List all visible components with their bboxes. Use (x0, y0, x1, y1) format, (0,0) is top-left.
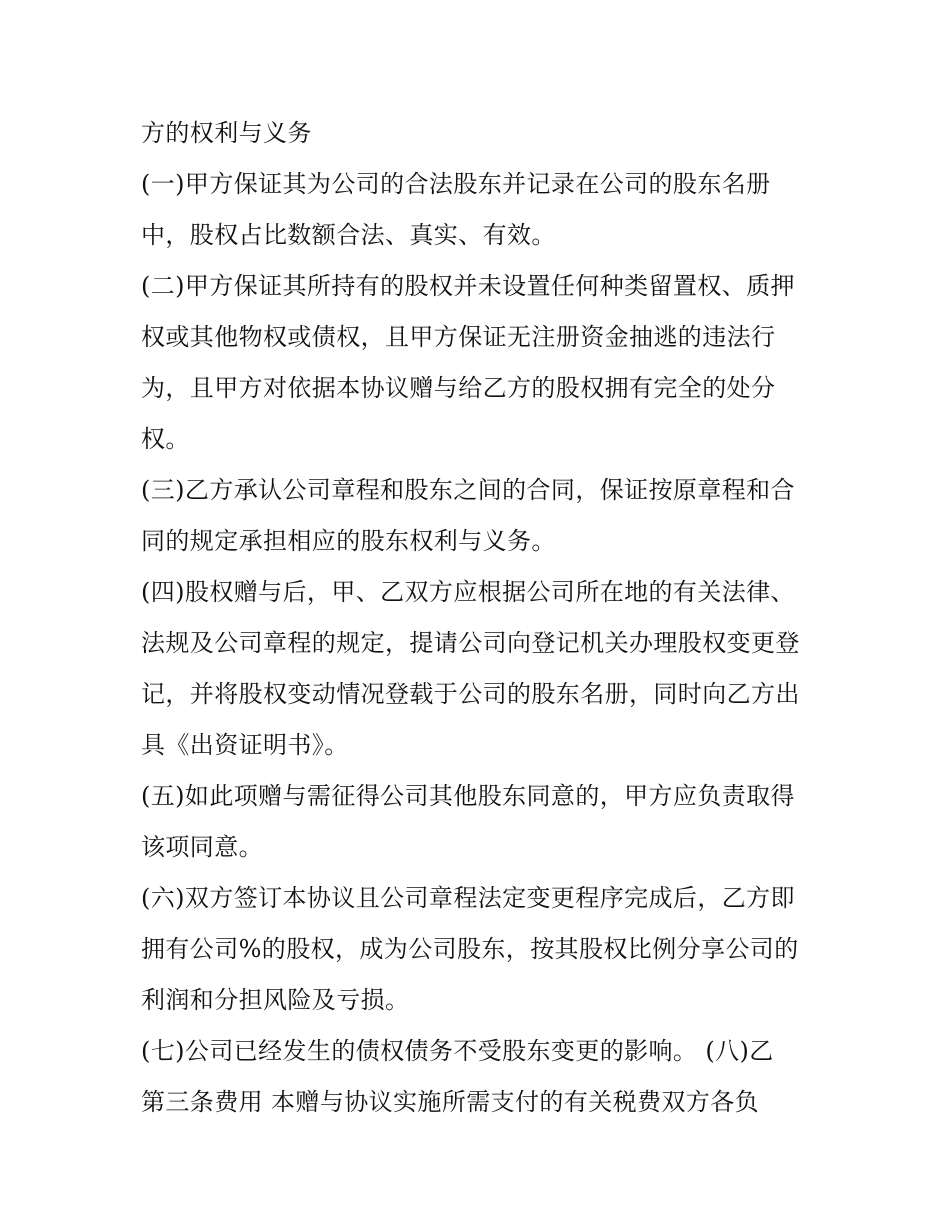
text-line: (五)如此项赠与需征得公司其他股东同意的，甲方应负责取得 (141, 782, 795, 810)
document-body (141, 108, 841, 1128)
text-line: (一)甲方保证其为公司的合法股东并记录在公司的股东名册 (141, 170, 771, 198)
text-line: (三)乙方承认公司章程和股东之间的合同，保证按原章程和合 (141, 476, 795, 504)
text-line: 该项同意。 (141, 833, 263, 861)
text-line: 具《出资证明书》。 (141, 731, 349, 759)
text-line: (二)甲方保证其所持有的股权并未设置任何种类留置权、质押 (141, 272, 795, 300)
text-line: 权。 (141, 425, 190, 453)
text-line: 权或其他物权或债权，且甲方保证无注册资金抽逃的违法行 (141, 323, 776, 351)
text-line: 利润和分担风险及亏损。 (141, 986, 410, 1014)
text-line: 拥有公司%的股权，成为公司股东，按其股权比例分享公司的 (141, 935, 799, 963)
text-line: (七)公司已经发生的债权债务不受股东变更的影响。 (八)乙 (141, 1037, 774, 1065)
text-line: 中，股权占比数额合法、真实、有效。 (141, 221, 556, 249)
text-line: 同的规定承担相应的股东权利与义务。 (141, 527, 556, 555)
text-line: (六)双方签订本协议且公司章程法定变更程序完成后，乙方即 (141, 884, 795, 912)
text-line: 第三条费用 本赠与协议实施所需支付的有关税费双方各负 (141, 1088, 760, 1116)
text-line: 记，并将股权变动情况登载于公司的股东名册，同时向乙方出 (141, 680, 800, 708)
text-line: 法规及公司章程的规定，提请公司向登记机关办理股权变更登 (141, 629, 800, 657)
text-line: 为，且甲方对依据本协议赠与给乙方的股权拥有完全的处分 (141, 374, 776, 402)
text-line: (四)股权赠与后，甲、乙双方应根据公司所在地的有关法律、 (141, 578, 795, 606)
text-line: 方的权利与义务 (141, 119, 312, 147)
